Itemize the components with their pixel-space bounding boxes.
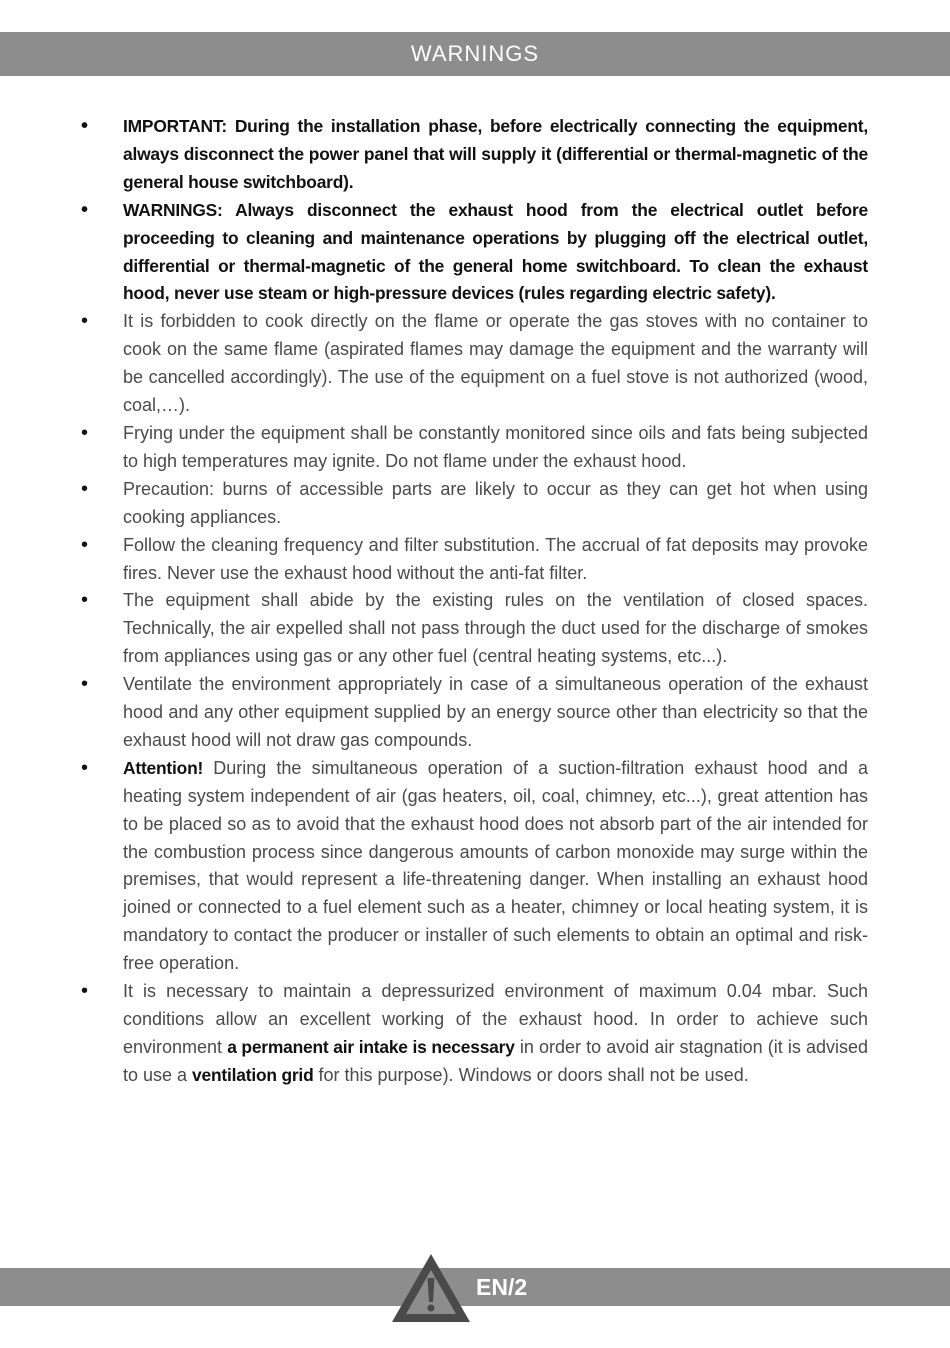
page-title: WARNINGS <box>410 41 540 66</box>
warning-emphasis-grid: ventilation grid <box>192 1064 314 1085</box>
page-number-label: EN/2 <box>476 1273 528 1300</box>
warning-triangle-icon <box>388 1250 474 1326</box>
warning-text: in order to avoid air stagnation (it is advised to use a <box>123 1036 868 1085</box>
warnings-list <box>80 113 868 1090</box>
warning-text: It is necessary to maintain a depressurized environment of maximum 0.04 mbar. Such conditions allow an excellent working of the exhaust hood. In order to achieve such environment <box>123 981 868 1057</box>
warning-ventilation-rules <box>80 587 868 671</box>
warning-flame <box>80 308 868 420</box>
warning-disconnect <box>80 197 868 309</box>
warning-important <box>80 113 868 197</box>
warning-text: IMPORTANT: During the installation phase, before electrically connecting the equipment, always disconnect the power panel that will supply it (differential or thermal-magnetic of the general house switchboard). <box>123 116 868 192</box>
warning-text: Precaution: burns of accessible parts are likely to occur as they can get hot when using cooking appliances. <box>123 478 868 527</box>
page-number <box>476 1268 527 1306</box>
warning-text: for this purpose). Windows or doors shall not be used. <box>313 1064 749 1085</box>
warning-text: Follow the cleaning frequency and filter substitution. The accrual of fat deposits may provoke fires. Never use the exhaust hood without the anti-fat filter. <box>123 534 868 583</box>
warning-text: Frying under the equipment shall be constantly monitored since oils and fats being subjected to high temperatures may ignite. Do not flame under the exhaust hood. <box>123 422 868 471</box>
page-header <box>0 32 950 76</box>
warning-burns <box>80 476 868 532</box>
warning-text: The equipment shall abide by the existing rules on the ventilation of closed spaces. Technically, the air expelled shall not pass through the duct used for the discharge of smokes from appliances using gas or any other fuel (central heating systems, etc...). <box>123 590 868 667</box>
warning-attention <box>80 755 868 978</box>
warning-text: During the simultaneous operation of a suction-filtration exhaust hood and a heating system independent of air (gas heaters, oil, coal, chimney, etc...), great attention has to be placed so as to avoid that the exhaust hood does not absorb part of the air intended for the combustion process since dangerous amounts of carbon monoxide may surge within the premises, that would represent a life-threatening danger. When installing an exhaust hood joined or connected to a fuel element such as a heater, chimney or local heating system, it is mandatory to contact the producer or installer of such elements to obtain an optimal and risk-free operation. <box>123 757 868 974</box>
warning-frying <box>80 420 868 476</box>
warning-emphasis-air-intake: a permanent air intake is necessary <box>227 1036 515 1057</box>
warnings-content <box>80 113 868 1090</box>
warning-text: WARNINGS: Always disconnect the exhaust hood from the electrical outlet before proceeding to cleaning and maintenance operations by plugging off the electrical outlet, differential or thermal-magnetic of the general home switchboard. To clean the exhaust hood, never use steam or high-pressure devices (rules regarding electric safety). <box>123 199 868 304</box>
warning-depressurized <box>80 978 868 1090</box>
warning-text: It is forbidden to cook directly on the flame or operate the gas stoves with no container to cook on the same flame (aspirated flames may damage the equipment and the warranty will be cancelled accordingly). The use of the equipment on a fuel stove is not authorized (wood, coal,…). <box>123 311 868 416</box>
warning-text: Ventilate the environment appropriately in case of a simultaneous operation of the exhaust hood and any other equipment supplied by an energy source other than electricity so that the exhaust hood will not draw gas compounds. <box>123 674 868 750</box>
warning-filter <box>80 532 868 588</box>
page-footer <box>0 1268 950 1306</box>
warning-lead: Attention! <box>123 757 204 778</box>
warning-ventilate <box>80 671 868 755</box>
